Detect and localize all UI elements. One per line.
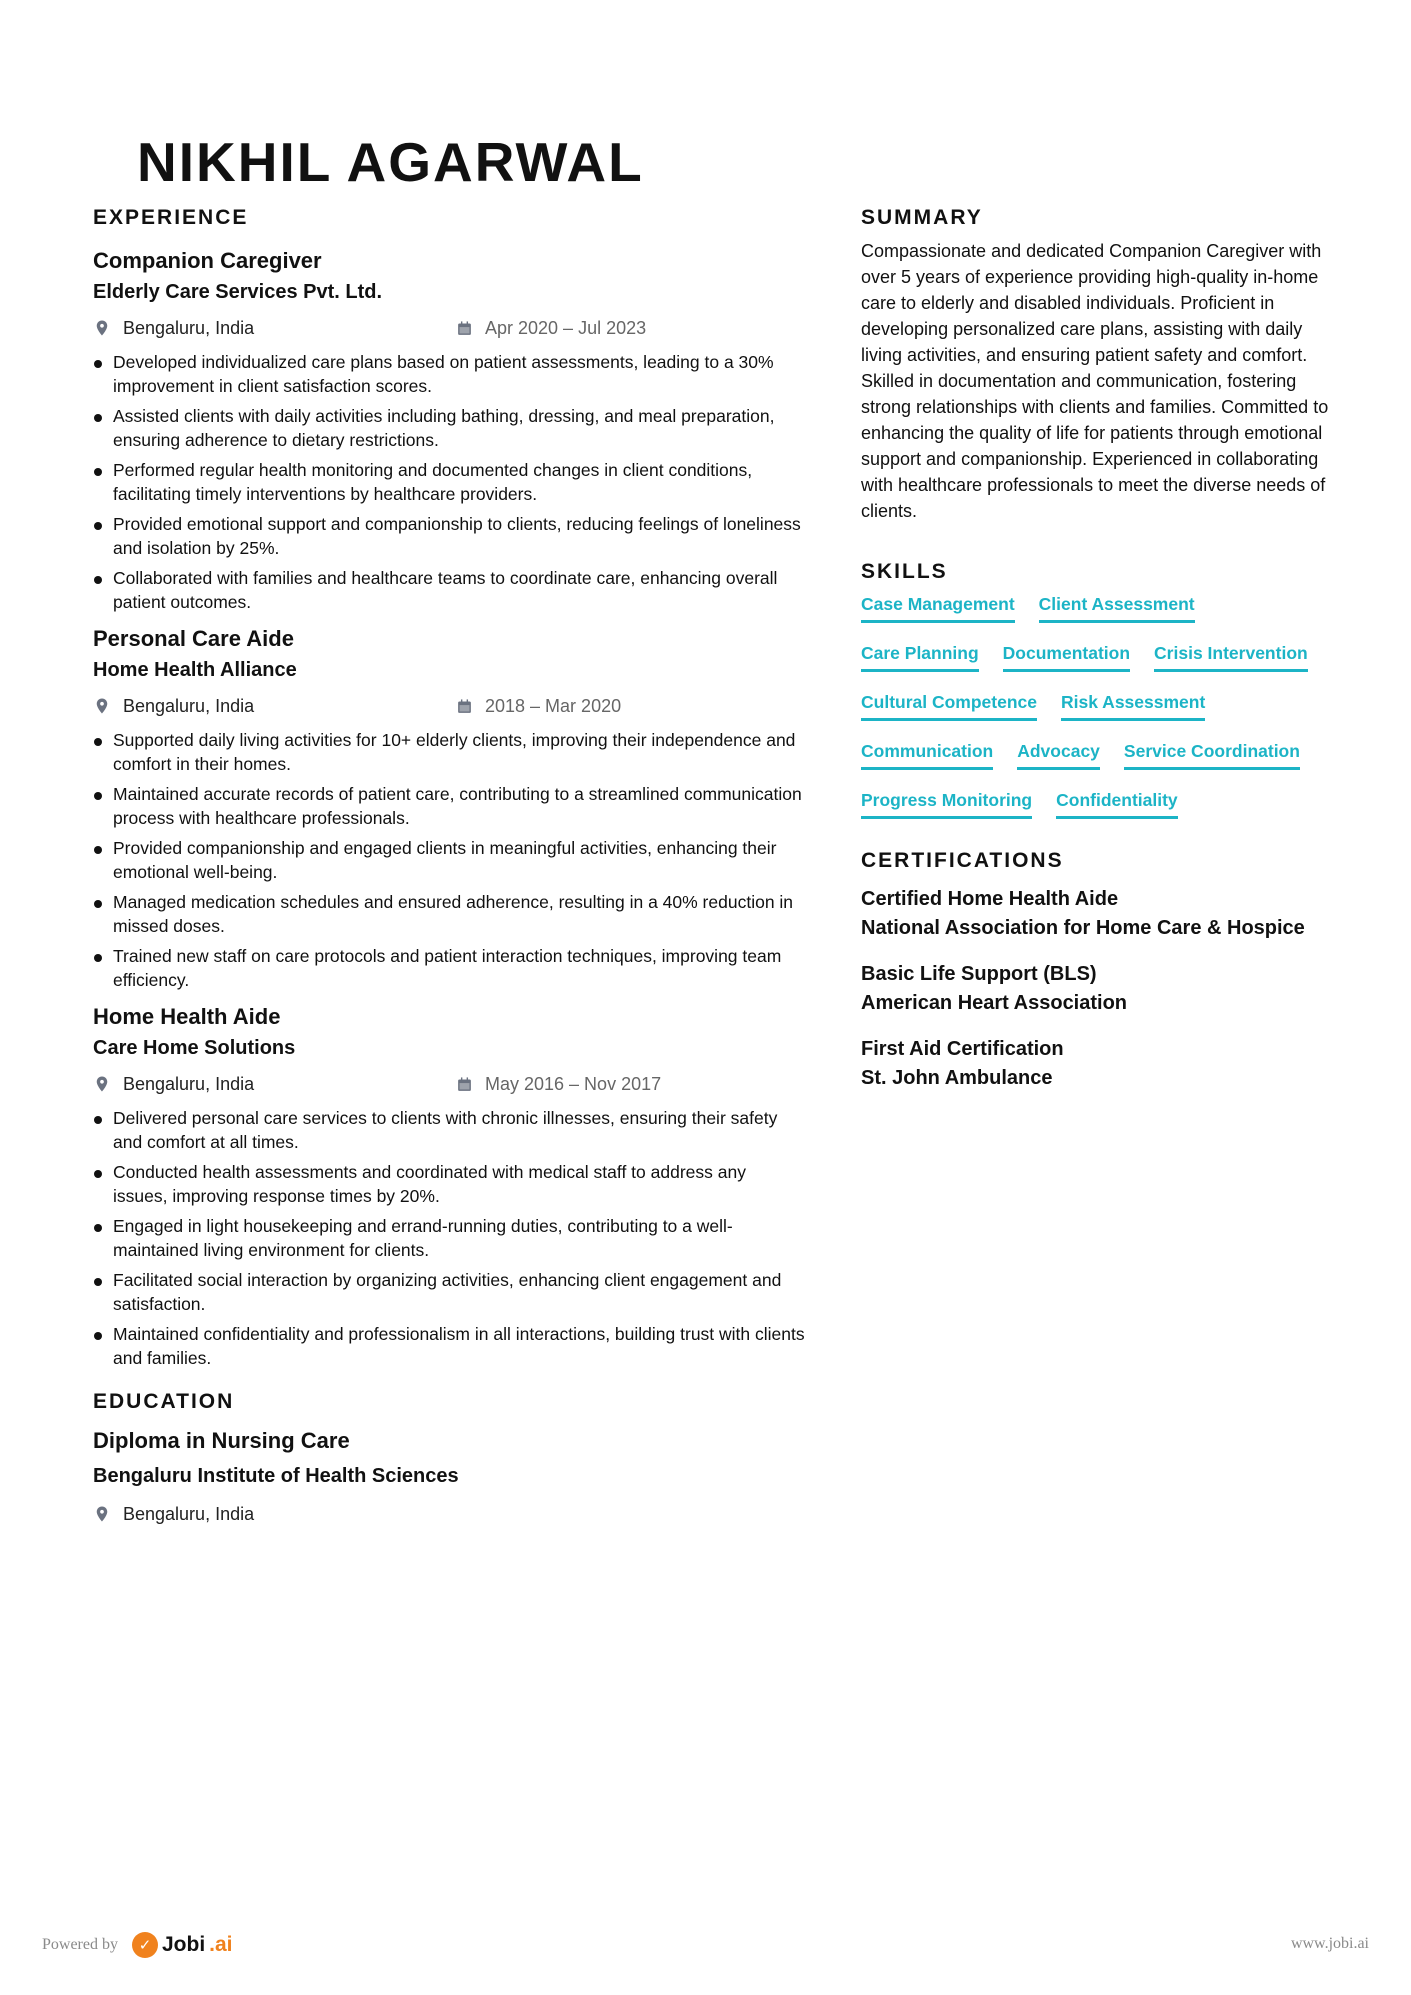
certification-item [861, 1035, 1331, 1093]
skill-tag: Communication [861, 739, 993, 770]
job-title: Home Health Aide [93, 1004, 281, 1029]
job-title: Personal Care Aide [93, 626, 294, 651]
website-link[interactable]: www.jobi.ai [1290, 1935, 1369, 1952]
skills-list [861, 592, 1331, 837]
list-item: Collaborated with families and healthcare teams to coordinate care, enhancing overall patient outcomes. [93, 566, 805, 614]
job-location [93, 308, 254, 348]
certification-item [861, 885, 1331, 943]
skill-tag: Care Planning [861, 641, 979, 672]
education-meta [93, 1494, 805, 1534]
calendar-icon [456, 320, 473, 337]
logo-main-text: Jobi [161, 1933, 206, 1956]
education-item [93, 1424, 805, 1534]
experience-heading: EXPERIENCE [93, 206, 249, 229]
logo-suffix-text: .ai [209, 1933, 233, 1956]
footer-branding [42, 1932, 233, 1958]
job-bullets [93, 1106, 805, 1370]
skill-tag: Documentation [1003, 641, 1130, 672]
job-meta [93, 308, 805, 348]
list-item: Engaged in light housekeeping and errand-running duties, contributing to a well-maintained living environment for clients. [93, 1214, 805, 1262]
certification-name: Certified Home Health Aide [861, 888, 1119, 910]
calendar-icon [456, 698, 473, 715]
list-item: Provided emotional support and companionship to clients, reducing feelings of loneliness and isolation by 25%. [93, 512, 805, 560]
job-location [93, 686, 254, 726]
list-item: Trained new staff on care protocols and patient interaction techniques, improving team efficiency. [93, 944, 805, 992]
certification-issuer: St. John Ambulance [861, 1067, 1053, 1089]
list-item: Provided companionship and engaged clients in meaningful activities, enhancing their emotional well-being. [93, 836, 805, 884]
certification-name: Basic Life Support (BLS) [861, 963, 1097, 985]
education-heading: EDUCATION [93, 1390, 235, 1413]
certification-issuer: National Association for Home Care & Hospice [861, 917, 1305, 939]
left-column [93, 200, 805, 1534]
date-text: 2018 – Mar 2020 [485, 696, 622, 716]
list-item: Developed individualized care plans based on patient assessments, leading to a 30% improvement in client satisfaction scores. [93, 350, 805, 398]
list-item: Conducted health assessments and coordinated with medical staff to address any issues, improving response times by 20%. [93, 1160, 805, 1208]
skill-tag: Risk Assessment [1061, 690, 1205, 721]
skill-tag: Confidentiality [1056, 788, 1178, 819]
job-bullets [93, 350, 805, 614]
calendar-icon [456, 1076, 473, 1093]
company-name: Home Health Alliance [93, 659, 297, 681]
skill-tag: Crisis Intervention [1154, 641, 1308, 672]
date-text: May 2016 – Nov 2017 [485, 1074, 662, 1094]
location-text: Bengaluru, India [123, 1504, 255, 1524]
list-item: Maintained accurate records of patient care, contributing to a streamlined communication process with healthcare professionals. [93, 782, 805, 830]
skill-tag: Client Assessment [1039, 592, 1195, 623]
location-text: Bengaluru, India [123, 1074, 255, 1094]
list-item: Delivered personal care services to clients with chronic illnesses, ensuring their safety and comfort at all times. [93, 1106, 805, 1154]
candidate-name: NIKHIL AGARWAL [137, 131, 644, 182]
job-bullets [93, 728, 805, 992]
job-dates [456, 1064, 661, 1104]
company-name: Care Home Solutions [93, 1037, 296, 1059]
location-pin-icon [93, 319, 111, 337]
powered-by-text: Powered by [42, 1936, 118, 1953]
experience-item [93, 246, 805, 614]
summary-heading: SUMMARY [861, 206, 983, 229]
experience-item [93, 1002, 805, 1370]
job-dates [456, 308, 646, 348]
list-item: Maintained confidentiality and professionalism in all interactions, building trust with clients and families. [93, 1322, 805, 1370]
skill-tag: Cultural Competence [861, 690, 1037, 721]
location-text: Bengaluru, India [123, 696, 255, 716]
location-pin-icon [93, 1075, 111, 1093]
company-name: Elderly Care Services Pvt. Ltd. [93, 281, 383, 303]
list-item: Managed medication schedules and ensured adherence, resulting in a 40% reduction in missed doses. [93, 890, 805, 938]
degree-title: Diploma in Nursing Care [93, 1428, 350, 1453]
list-item: Assisted clients with daily activities including bathing, dressing, and meal preparation, ensuring adherence to dietary restrictions. [93, 404, 805, 452]
jobi-logo-icon: ✓ [132, 1932, 158, 1958]
experience-item [93, 624, 805, 992]
job-dates [456, 686, 621, 726]
list-item: Supported daily living activities for 10+ elderly clients, improving their independence and comfort in their homes. [93, 728, 805, 776]
certifications-heading: CERTIFICATIONS [861, 849, 1064, 872]
date-text: Apr 2020 – Jul 2023 [485, 318, 647, 338]
right-column [861, 200, 1331, 1110]
job-meta [93, 1064, 805, 1104]
job-title: Companion Caregiver [93, 248, 322, 273]
skill-tag: Advocacy [1017, 739, 1100, 770]
skill-tag: Case Management [861, 592, 1015, 623]
summary-text: Compassionate and dedicated Companion Caregiver with over 5 years of experience providing high-quality in-home care to elderly and disabled individuals. Proficient in developing personalized care plans, assisting with daily living activities, and ensuring patient safety and comfort. Skilled in documentation and communication, fostering strong relationships with clients and families. Committed to enhancing the quality of life for patients through emotional support and companionship. Experienced in collaborating with healthcare professionals to meet the diverse needs of clients. [861, 241, 1329, 521]
job-location [93, 1064, 254, 1104]
skills-heading: SKILLS [861, 560, 948, 583]
list-item: Performed regular health monitoring and documented changes in client conditions, facilitating timely interventions by healthcare providers. [93, 458, 805, 506]
certification-item [861, 960, 1331, 1018]
school-name: Bengaluru Institute of Health Sciences [93, 1465, 459, 1487]
location-pin-icon [93, 697, 111, 715]
skill-tag: Service Coordination [1124, 739, 1300, 770]
certification-name: First Aid Certification [861, 1038, 1064, 1060]
education-location [93, 1494, 254, 1534]
job-meta [93, 686, 805, 726]
jobi-logo-link[interactable] [132, 1932, 233, 1958]
location-pin-icon [93, 1505, 111, 1523]
list-item: Facilitated social interaction by organizing activities, enhancing client engagement and satisfaction. [93, 1268, 805, 1316]
certification-issuer: American Heart Association [861, 992, 1128, 1014]
skill-tag: Progress Monitoring [861, 788, 1032, 819]
location-text: Bengaluru, India [123, 318, 255, 338]
